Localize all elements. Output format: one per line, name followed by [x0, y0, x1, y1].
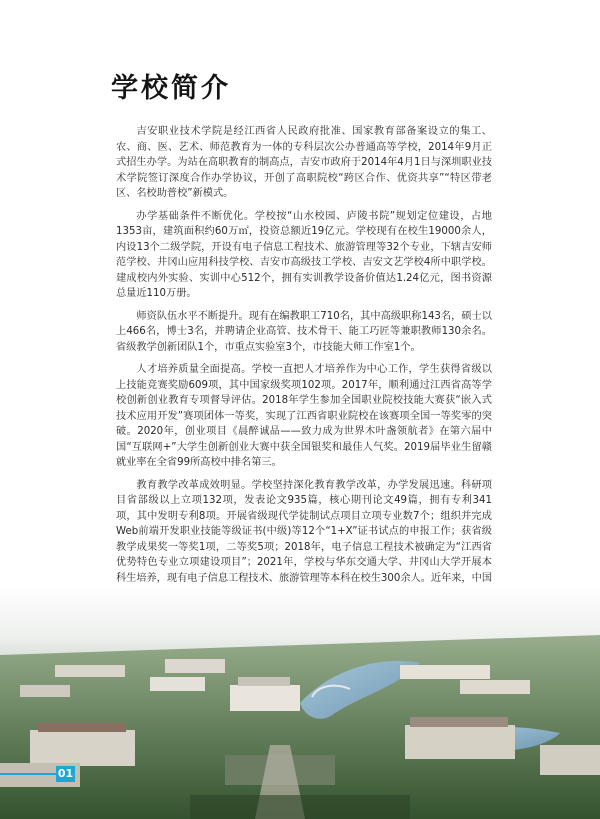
paragraph-facilities: 办学基础条件不断优化。学校按“山水校园、庐陵书院”规划定位建设，占地1353亩，建筑面积约60万㎡，投资总额近19亿元。学校现有在校生19000余人，内设13个二级学院，开设有电子信息工程技术、旅游管理等32个专业，下辖吉安师范学校、井冈山应用科技学校、吉安市高级技工学校、吉安文艺学校4所中职学校。建成校内外实验、实训中心512个，拥有实训教学设备价值达1.24亿元，图书资源总量近110万册。: [116, 210, 492, 299]
paragraph-overview: 吉安职业技术学院是经江西省人民政府批准、国家教育部备案设立的集工、农、商、医、艺术、师范教育为一体的专科层次公办普通高等学校，2014年9月正式招生办学。为站在高职教育的制高点，吉安市政府于2014年4月1日与深圳职业技术学院签订深度合作办学协议，开创了高职院校“跨区合作、优资共享”“特区带老区、名校助普校”新模式。: [116, 126, 492, 199]
campus-aerial-photo: [0, 585, 600, 819]
page-title: 学校简介: [111, 73, 231, 104]
page-number: 01: [57, 767, 74, 780]
intro-text: [116, 124, 492, 624]
paragraph-reform: 教育教学改革成效明显。学校坚持深化教育教学改革，办学发展迅速。科研项目省部级以上立项132项，发表论文935篇，核心期刊论文49篇，拥有专利341项，其中发明专利8项。开展省级现代学徒制试点项目立项专业数7个；组织并完成Web前端开发职业技能等级证书(中级)等12个“1+X”证书试点的申报工作；获省级教学成果奖一等奖1项，二等奖5项；2018年，电子信息工程技术被确定为“江西省优势特色专业立项建设项目”；2021年，学校与华东交通大学、井冈山大学开展本科生培养，现有电子信息工程技术、旅游管理等本科在校生300余人。近年来，中国: [116, 479, 493, 584]
page-number-rule: [0, 773, 56, 775]
paragraph-talent: 人才培养质量全面提高。学校一直把人才培养作为中心工作，学生获得省级以上技能竞赛奖励609项，其中国家级奖项102项。2017年，顺利通过江西省高等学校创新创业教育专项督导评估。2018年学生参加全国职业院校技能大赛获“嵌入式技术应用开发”赛项团体一等奖，实现了江西省职业院校在该赛项全国一等奖零的突破。2020年，创业项目《晨醉诚品——致力成为世界木叶盏领航者》在第六届中国“互联网+”大学生创新创业大赛中获全国银奖和最佳人气奖。2019届毕业生留赣就业率在全省99所高校中排名第三。: [116, 364, 492, 468]
paragraph-faculty: 师资队伍水平不断提升。现有在编教职工710名，其中高级职称143名，硕士以上466名，博士3名，并聘请企业高管、技术骨干、能工巧匠等兼职教师130余名。省级教学创新团队1个，市重点实验室3个，市技能大师工作室1个。: [116, 310, 492, 353]
